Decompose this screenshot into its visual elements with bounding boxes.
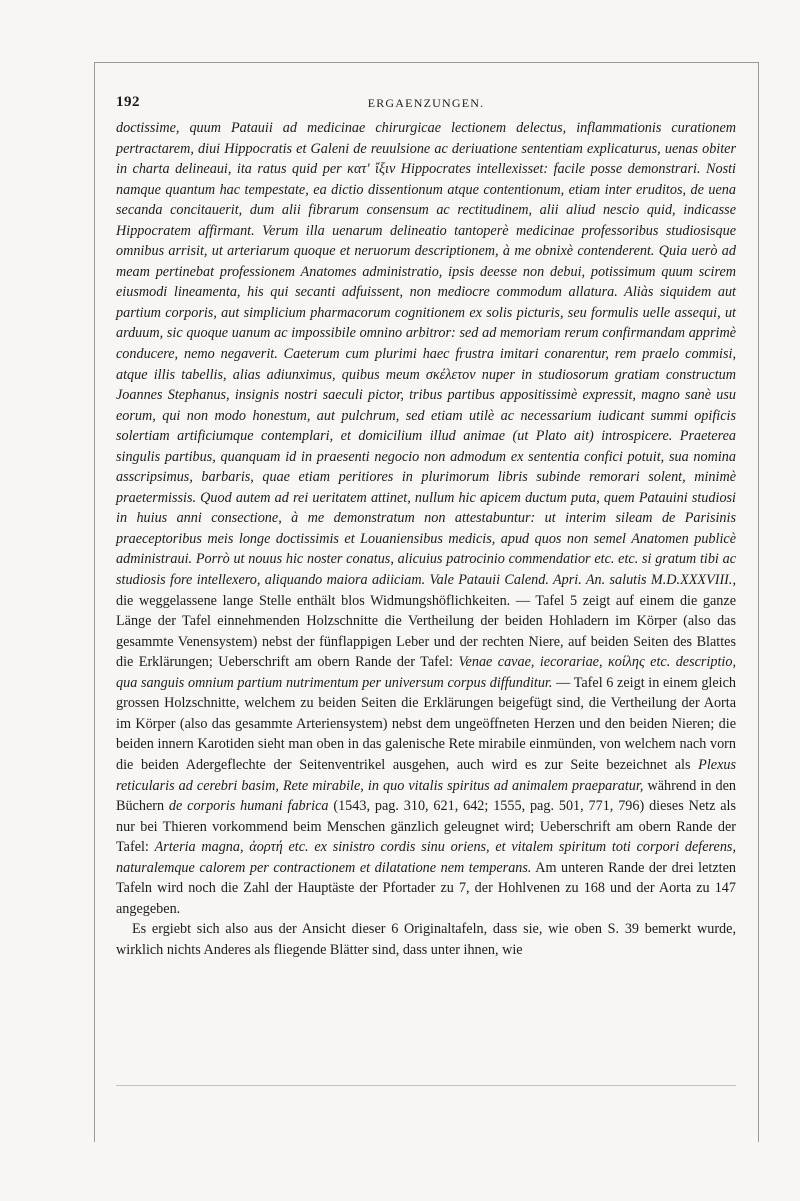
top-frame-line [94, 62, 759, 63]
right-frame-line [758, 62, 759, 1142]
german-commentary-1: die weggelassene lange Stelle enthält blos Widmungshöflichkeiten. — Tafel 5 zeigt auf einem die ganze Länge der Tafel einnehmenden Holzschnitte die Vertheilung der beiden Hohladern im Körper (also das gesammte Venensystem) nebst der fünflappigen Leber und der rechten Niere, auf beiden Seiten des Blattes die Erklärungen; Ueberschrift am obern Rande der Tafel: [116, 592, 736, 671]
second-paragraph: Es ergiebt sich also aus der Ansicht dieser 6 Originaltafeln, dass sie, wie oben S. 39 bemerkt wurde, wirklich nichts Anderes als fliegende Blätter sind, dass unter ihnen, wie [116, 921, 736, 958]
main-paragraph [116, 118, 736, 919]
latin-fabrica-title: de corporis humani fabrica [168, 798, 329, 815]
german-commentary-2: — Tafel 6 zeigt in einem gleich grossen Holzschnitte, welchem zu beiden Seiten die Erklärungen beigefügt sind, die Vertheilung der Aorta im Körper (also das gesammte Arteriensystem) nebst dem ungeöffneten Herzen und den beiden Nieren; die beiden innern Karotiden sieht man oben in das galenische Rete mirabile einmünden, von welchem nach vorn die beiden Adergeflechte der Seitenventrikel ausgehen, auch wird es zur Seite bezeichnet als [116, 674, 736, 773]
book-page [116, 92, 736, 960]
running-title: ERGAENZUNGEN. [367, 96, 485, 110]
latin-title-tafel-6: Arteria magna, ἀορτή etc. ex sinistro cordis sinu oriens, et vitalem spiritum toti corpori deferens, naturalemque calorem per contractionem et dilatatione nem temperans. [116, 839, 736, 876]
german-commentary-4: (1543, pag. 310, 621, 642; 1555, pag. 501, 771, 796) dieses Netz als nur bei Thieren vorkommend beim Menschen gänzlich geleugnet wird; Ueberschrift am obern Rande der Tafel: [116, 798, 736, 856]
german-commentary-5: Am unteren Rande der drei letzten Tafeln wird noch die Zahl der Hauptäste der Pfortader zu 7, der Hohlvenen zu 168 und der Aorta zu 147 angegeben. [116, 859, 736, 917]
left-frame-line [94, 62, 95, 1142]
latin-title-tafel-5: Venae cavae, iecorariae, κοίλης etc. descriptio, qua sanguis omnium partium nutrimentum per universum corpus diffunditur. [116, 654, 736, 691]
page-header [116, 92, 736, 118]
page-number: 192 [116, 94, 140, 110]
latin-dedication-passage: doctissime, quum Patauii ad medicinae chirurgicae lectionem delectus, inflammationis curationem pertractarem, diui Hippocratis et Galeni de reuulsione ac deriuatione sententiam explicaturus, uenas obiter in charta delineaui, ita ratus quid per κατ' ἴξιν Hippocrates intellexisset: facile posse demonstrari. Nosti namque quantum hac tempestate, ea dictio dissentionum atque contentionum, etiam inter eruditos, de uena secanda concitauerit, dum alii fibrarum consensum ac rectitudinem, alii aliud nescio quid, indicasse Hippocratem affirmant. Verum illa uenarum delineatio tantoperè medicinae professoribus studiosisque omnibus arrisit, ut arteriarum quoque et neruorum descriptionem, à me obnixè contenderent. Quia uerò ad meam pertinebat professionem Anatomes administratio, ipsis deesse non debui, potissimum quum scirem eiusmodi lineamenta, his qui secanti adfuissent, non mediocre commodum allatura. Aliàs siquidem aut partium corporis, aut simplicium pharmacorum cognitionem ex solis picturis, seu formulis uelle assequi, ut arduum, sic quoque uanum ac impossibile omnino arbitror: sed ad memoriam rerum confirmandam apprimè conducere, nemo negaverit. Caeterum cum plurimi haec frustra imitari conarentur, rem praelo commisi, atque illis tabellis, alias adiunximus, quibus meum σκέλετον nuper in studiosorum gratiam constructum Joannes Stephanus, insignis nostri saeculi pictor, tribus partibus appositissimè expressit, magno sanè usu eorum, qui non modo honestum, aut pulchrum, sed etiam utilè ac necessarium iudicant summi opificis solertiam artificiumque contemplari, et domicilium illud animae (ut Plato ait) introspicere. Praeterea singulis partibus, quanquam id in praesenti negocio non admodum ex sententia confici potuit, sua nomina asscripsimus, barbaris, quae etiam peritiores in plurimorum libris subinde remorari solent, minimè praetermissis. Quod autem ad rei ueritatem attinet, nullum hic apicem ductum puta, quem Patauini studiosi in huius anni consectione, à me demonstratum non attestabuntur: ut interim sileam de Parisinis praeceptoribus meis longe doctissimis et Louaniensibus medicis, apud quos non semel Anatomen publicè administraui. Porrò ut nouus hic noster conatus, alicuius patrocinio commendatior etc. etc. si gratum tibi ac studiosis fore intellexero, aliquando maiora adiiciam. Vale Patauii Calend. Apri. An. salutis M.D.XXXVIII., [116, 120, 736, 589]
latin-plexus-label: Plexus reticularis ad cerebri basim, Rete mirabile, in quo vitalis spiritus ad animalem praeparatur, [116, 756, 736, 794]
bottom-rule [116, 1085, 736, 1086]
german-commentary-3: während in den Büchern [116, 777, 736, 815]
